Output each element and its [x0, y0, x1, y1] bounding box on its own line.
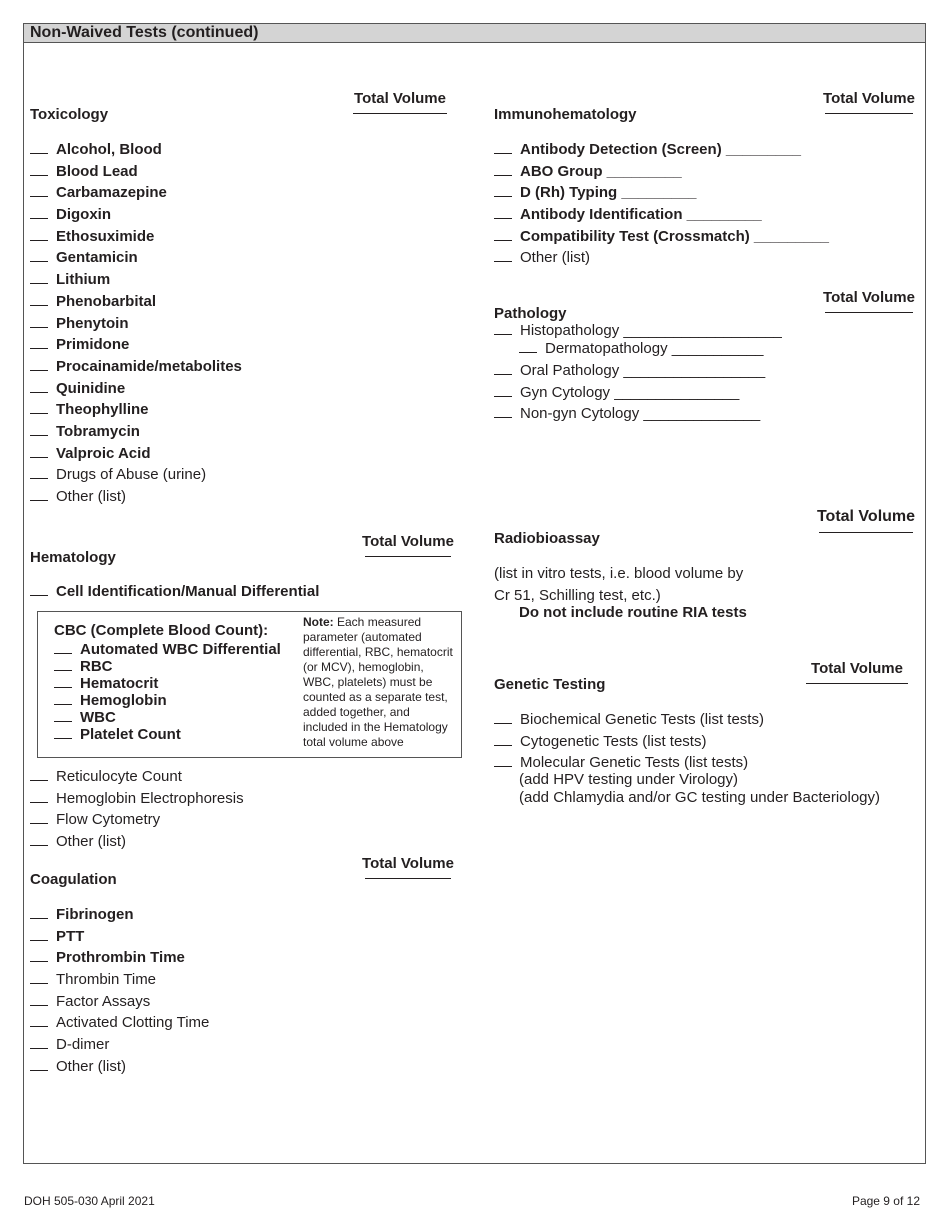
checklist-item[interactable] [30, 904, 209, 926]
item-label: Quinidine [56, 379, 126, 397]
checklist-item[interactable] [30, 269, 242, 291]
checklist-item[interactable] [30, 399, 242, 421]
total-volume-label: Total Volume [362, 855, 454, 872]
checklist-item[interactable] [54, 674, 281, 691]
checkbox-blank[interactable] [494, 732, 512, 746]
checklist-item[interactable] [54, 691, 281, 708]
checklist-item[interactable] [30, 926, 209, 948]
checkbox-blank[interactable] [54, 691, 72, 705]
cbc-note [303, 615, 455, 750]
item-label: Oral Pathology _________________ [520, 362, 766, 379]
item-label: Tobramycin [56, 422, 140, 440]
item-label: Gentamicin [56, 249, 138, 267]
checkbox-blank[interactable] [30, 487, 48, 501]
item-label: Primidone [56, 336, 130, 354]
hematology-title: Hematology [30, 549, 116, 566]
checklist-item[interactable] [494, 182, 829, 204]
item-label: Automated WBC Differential [80, 641, 281, 658]
checklist-item[interactable] [30, 464, 242, 486]
item-label: Other (list) [56, 488, 127, 505]
checkbox-blank[interactable] [494, 205, 512, 219]
checkbox-blank[interactable] [30, 789, 48, 803]
checklist-item[interactable] [30, 161, 242, 183]
page-header: Non-Waived Tests (continued) [23, 23, 926, 43]
checklist-item[interactable] [494, 139, 829, 161]
checklist-item[interactable] [494, 731, 764, 753]
checkbox-blank[interactable] [494, 404, 512, 418]
checklist-item[interactable] [30, 831, 244, 853]
item-label: Cytogenetic Tests (list tests) [520, 732, 707, 750]
cell-identification-item[interactable] [30, 581, 319, 603]
item-label: Blood Lead [56, 162, 138, 180]
item-label: RBC [80, 658, 113, 675]
footer-page-number: Page 9 of 12 [851, 1194, 920, 1208]
item-label: Hematocrit [80, 675, 159, 692]
checkbox-blank[interactable] [30, 832, 48, 846]
checklist-item[interactable] [30, 204, 242, 226]
checkbox-blank[interactable] [30, 140, 48, 154]
checkbox-blank[interactable] [494, 321, 512, 335]
coagulation-list [30, 904, 209, 1078]
item-label: Digoxin [56, 206, 111, 224]
checkbox-blank[interactable] [30, 314, 48, 328]
checkbox-blank[interactable] [30, 970, 48, 984]
checklist-item[interactable] [494, 709, 764, 731]
item-label: D-dimer [56, 1036, 110, 1054]
item-label: Ethosuximide [56, 227, 155, 245]
checkbox-blank[interactable] [30, 1035, 48, 1049]
note-text: Each measured parameter (automated differential, RBC, hematocrit (or MCV), hemoglobin, WBC, platelets) must be counted as a separate test, added together, and included in the Hematology total volume above [303, 615, 453, 749]
immunohematology-list [494, 139, 829, 269]
checklist-item[interactable] [30, 1056, 209, 1078]
immunohematology-title: Immunohematology [494, 106, 637, 123]
checklist-item[interactable] [30, 139, 242, 161]
checklist-item[interactable] [30, 291, 242, 313]
checklist-item[interactable] [494, 161, 829, 183]
checkbox-blank[interactable] [30, 582, 48, 596]
checklist-item[interactable] [494, 247, 829, 269]
item-label: Drugs of Abuse (urine) [56, 466, 207, 484]
checkbox-blank[interactable] [30, 1057, 48, 1071]
checkbox-blank[interactable] [30, 162, 48, 176]
checklist-item[interactable] [30, 313, 242, 335]
toxicology-title: Toxicology [30, 106, 109, 123]
item-label: Fibrinogen [56, 906, 134, 923]
checklist-item[interactable] [30, 809, 244, 831]
item-label: Procainamide/metabolites [56, 357, 242, 375]
checkbox-blank[interactable] [30, 905, 48, 919]
item-label: Factor Assays [56, 992, 151, 1010]
genetic-title: Genetic Testing [494, 676, 606, 693]
checkbox-blank[interactable] [30, 465, 48, 479]
checkbox-blank[interactable] [30, 444, 48, 458]
genetic-total-volume[interactable] [805, 660, 909, 684]
item-label: Thrombin Time [56, 971, 157, 989]
toxicology-list [30, 139, 242, 508]
footer-form-id: DOH 505-030 April 2021 [24, 1194, 155, 1208]
item-label: Molecular Genetic Tests (list tests) [520, 754, 749, 772]
checklist-item[interactable] [30, 443, 242, 465]
checkbox-blank[interactable] [54, 657, 72, 671]
coagulation-title: Coagulation [30, 871, 117, 888]
checklist-item[interactable] [30, 486, 242, 508]
checkbox-blank[interactable] [519, 339, 537, 353]
checklist-item[interactable] [30, 788, 244, 810]
checklist-item[interactable] [30, 421, 242, 443]
toxicology-total-volume[interactable] [348, 90, 452, 114]
genetic-sub2: (add Chlamydia and/or GC testing under Bacteriology) [519, 789, 881, 806]
checklist-item[interactable] [30, 247, 242, 269]
checklist-item[interactable] [494, 339, 782, 357]
coagulation-total-volume[interactable] [356, 855, 460, 879]
item-label: Other (list) [56, 833, 127, 851]
checklist-item[interactable] [30, 947, 209, 969]
pathology-title: Pathology [494, 305, 567, 322]
checklist-item[interactable] [30, 378, 242, 400]
item-label: Theophylline [56, 401, 149, 419]
item-label: Compatibility Test (Crossmatch) _________ [520, 227, 830, 245]
checkbox-blank[interactable] [30, 335, 48, 349]
pathology-total-volume[interactable] [817, 289, 921, 313]
checklist-item[interactable] [30, 1012, 209, 1034]
checkbox-blank[interactable] [30, 292, 48, 306]
note-label: Note: [303, 615, 334, 629]
item-label: Phenytoin [56, 314, 129, 332]
item-label: Gyn Cytology _______________ [520, 383, 740, 401]
item-label: Cell Identification/Manual Differential [56, 583, 320, 600]
checkbox-blank[interactable] [30, 248, 48, 262]
checklist-item[interactable] [54, 640, 281, 657]
item-label: PTT [56, 927, 85, 945]
item-label: Prothrombin Time [56, 949, 185, 967]
item-label: Antibody Identification _________ [520, 206, 762, 224]
item-label: Histopathology ___________________ [520, 322, 782, 339]
checkbox-blank[interactable] [494, 140, 512, 154]
checkbox-blank[interactable] [54, 708, 72, 722]
hematology-other-list [30, 766, 244, 853]
checklist-item[interactable] [30, 334, 242, 356]
checkbox-blank[interactable] [30, 400, 48, 414]
item-label: Valproic Acid [56, 444, 151, 462]
hematology-total-volume[interactable] [356, 533, 460, 557]
radiobioassay-line2: Cr 51, Schilling test, etc.) [494, 587, 661, 604]
radiobioassay-title: Radiobioassay [494, 530, 600, 547]
item-label: Other (list) [56, 1057, 127, 1075]
checkbox-blank[interactable] [30, 992, 48, 1006]
checkbox-blank[interactable] [494, 753, 512, 767]
item-label: Dermatopathology ___________ [545, 340, 764, 357]
checkbox-blank[interactable] [494, 227, 512, 241]
item-label: Hemoglobin [80, 692, 167, 709]
radiobioassay-total-volume[interactable] [808, 508, 924, 533]
checkbox-blank[interactable] [30, 227, 48, 241]
item-label: Biochemical Genetic Tests (list tests) [520, 711, 764, 728]
checklist-item[interactable] [30, 182, 242, 204]
checkbox-blank[interactable] [494, 361, 512, 375]
cbc-list [54, 640, 281, 742]
total-volume-label: Total Volume [823, 90, 915, 107]
genetic-sub1: (add HPV testing under Virology) [519, 771, 739, 788]
checklist-item[interactable] [494, 204, 829, 226]
checkbox-blank[interactable] [30, 183, 48, 197]
checklist-item[interactable] [54, 708, 281, 725]
item-label: Flow Cytometry [56, 811, 161, 829]
checkbox-blank[interactable] [494, 710, 512, 724]
total-volume-label: Total Volume [811, 660, 903, 677]
item-label: Carbamazepine [56, 184, 167, 202]
checkbox-blank[interactable] [494, 183, 512, 197]
item-label: Antibody Detection (Screen) _________ [520, 141, 801, 158]
checklist-item[interactable] [30, 991, 209, 1013]
checkbox-blank[interactable] [30, 270, 48, 284]
item-label: Non-gyn Cytology ______________ [520, 405, 761, 423]
radiobioassay-line1: (list in vitro tests, i.e. blood volume by [494, 565, 744, 582]
item-label: Other (list) [520, 249, 591, 267]
checklist-item[interactable] [494, 226, 829, 248]
checkbox-blank[interactable] [30, 1013, 48, 1027]
checkbox-blank[interactable] [30, 357, 48, 371]
item-label: WBC [80, 709, 116, 726]
checkbox-blank[interactable] [54, 674, 72, 688]
item-label: Reticulocyte Count [56, 768, 182, 785]
item-label: ABO Group _________ [520, 162, 682, 180]
cbc-title: CBC (Complete Blood Count): [54, 622, 269, 639]
checkbox-blank[interactable] [54, 640, 72, 654]
checklist-item[interactable] [30, 356, 242, 378]
checklist-item[interactable] [494, 382, 782, 404]
immunohematology-total-volume[interactable] [817, 90, 921, 114]
checkbox-blank[interactable] [30, 927, 48, 941]
checkbox-blank[interactable] [54, 725, 72, 739]
checkbox-blank[interactable] [30, 205, 48, 219]
checklist-item[interactable] [54, 725, 281, 742]
checkbox-blank[interactable] [30, 379, 48, 393]
genetic-list [494, 709, 764, 774]
item-label: Activated Clotting Time [56, 1014, 210, 1032]
pathology-list [494, 321, 782, 425]
checkbox-blank[interactable] [30, 810, 48, 824]
checkbox-blank[interactable] [494, 248, 512, 262]
checklist-item[interactable] [494, 360, 782, 382]
item-label: Lithium [56, 271, 111, 289]
item-label: Hemoglobin Electrophoresis [56, 789, 244, 807]
item-label: Phenobarbital [56, 292, 157, 310]
checkbox-blank[interactable] [30, 422, 48, 436]
item-label: Alcohol, Blood [56, 141, 162, 158]
item-label: D (Rh) Typing _________ [520, 184, 697, 202]
total-volume-label: Total Volume [823, 289, 915, 306]
checklist-item[interactable] [494, 321, 782, 339]
checkbox-blank[interactable] [494, 162, 512, 176]
checklist-item[interactable] [30, 226, 242, 248]
checkbox-blank[interactable] [30, 767, 48, 781]
checklist-item[interactable] [54, 657, 281, 674]
checklist-item[interactable] [30, 969, 209, 991]
checklist-item[interactable] [30, 1034, 209, 1056]
item-label: Platelet Count [80, 726, 181, 743]
checklist-item[interactable] [494, 403, 782, 425]
total-volume-label: Total Volume [816, 508, 916, 525]
checkbox-blank[interactable] [30, 948, 48, 962]
checkbox-blank[interactable] [494, 383, 512, 397]
radiobioassay-line3: Do not include routine RIA tests [519, 604, 747, 621]
checklist-item[interactable] [30, 766, 244, 788]
total-volume-label: Total Volume [362, 533, 454, 550]
total-volume-label: Total Volume [354, 90, 446, 107]
